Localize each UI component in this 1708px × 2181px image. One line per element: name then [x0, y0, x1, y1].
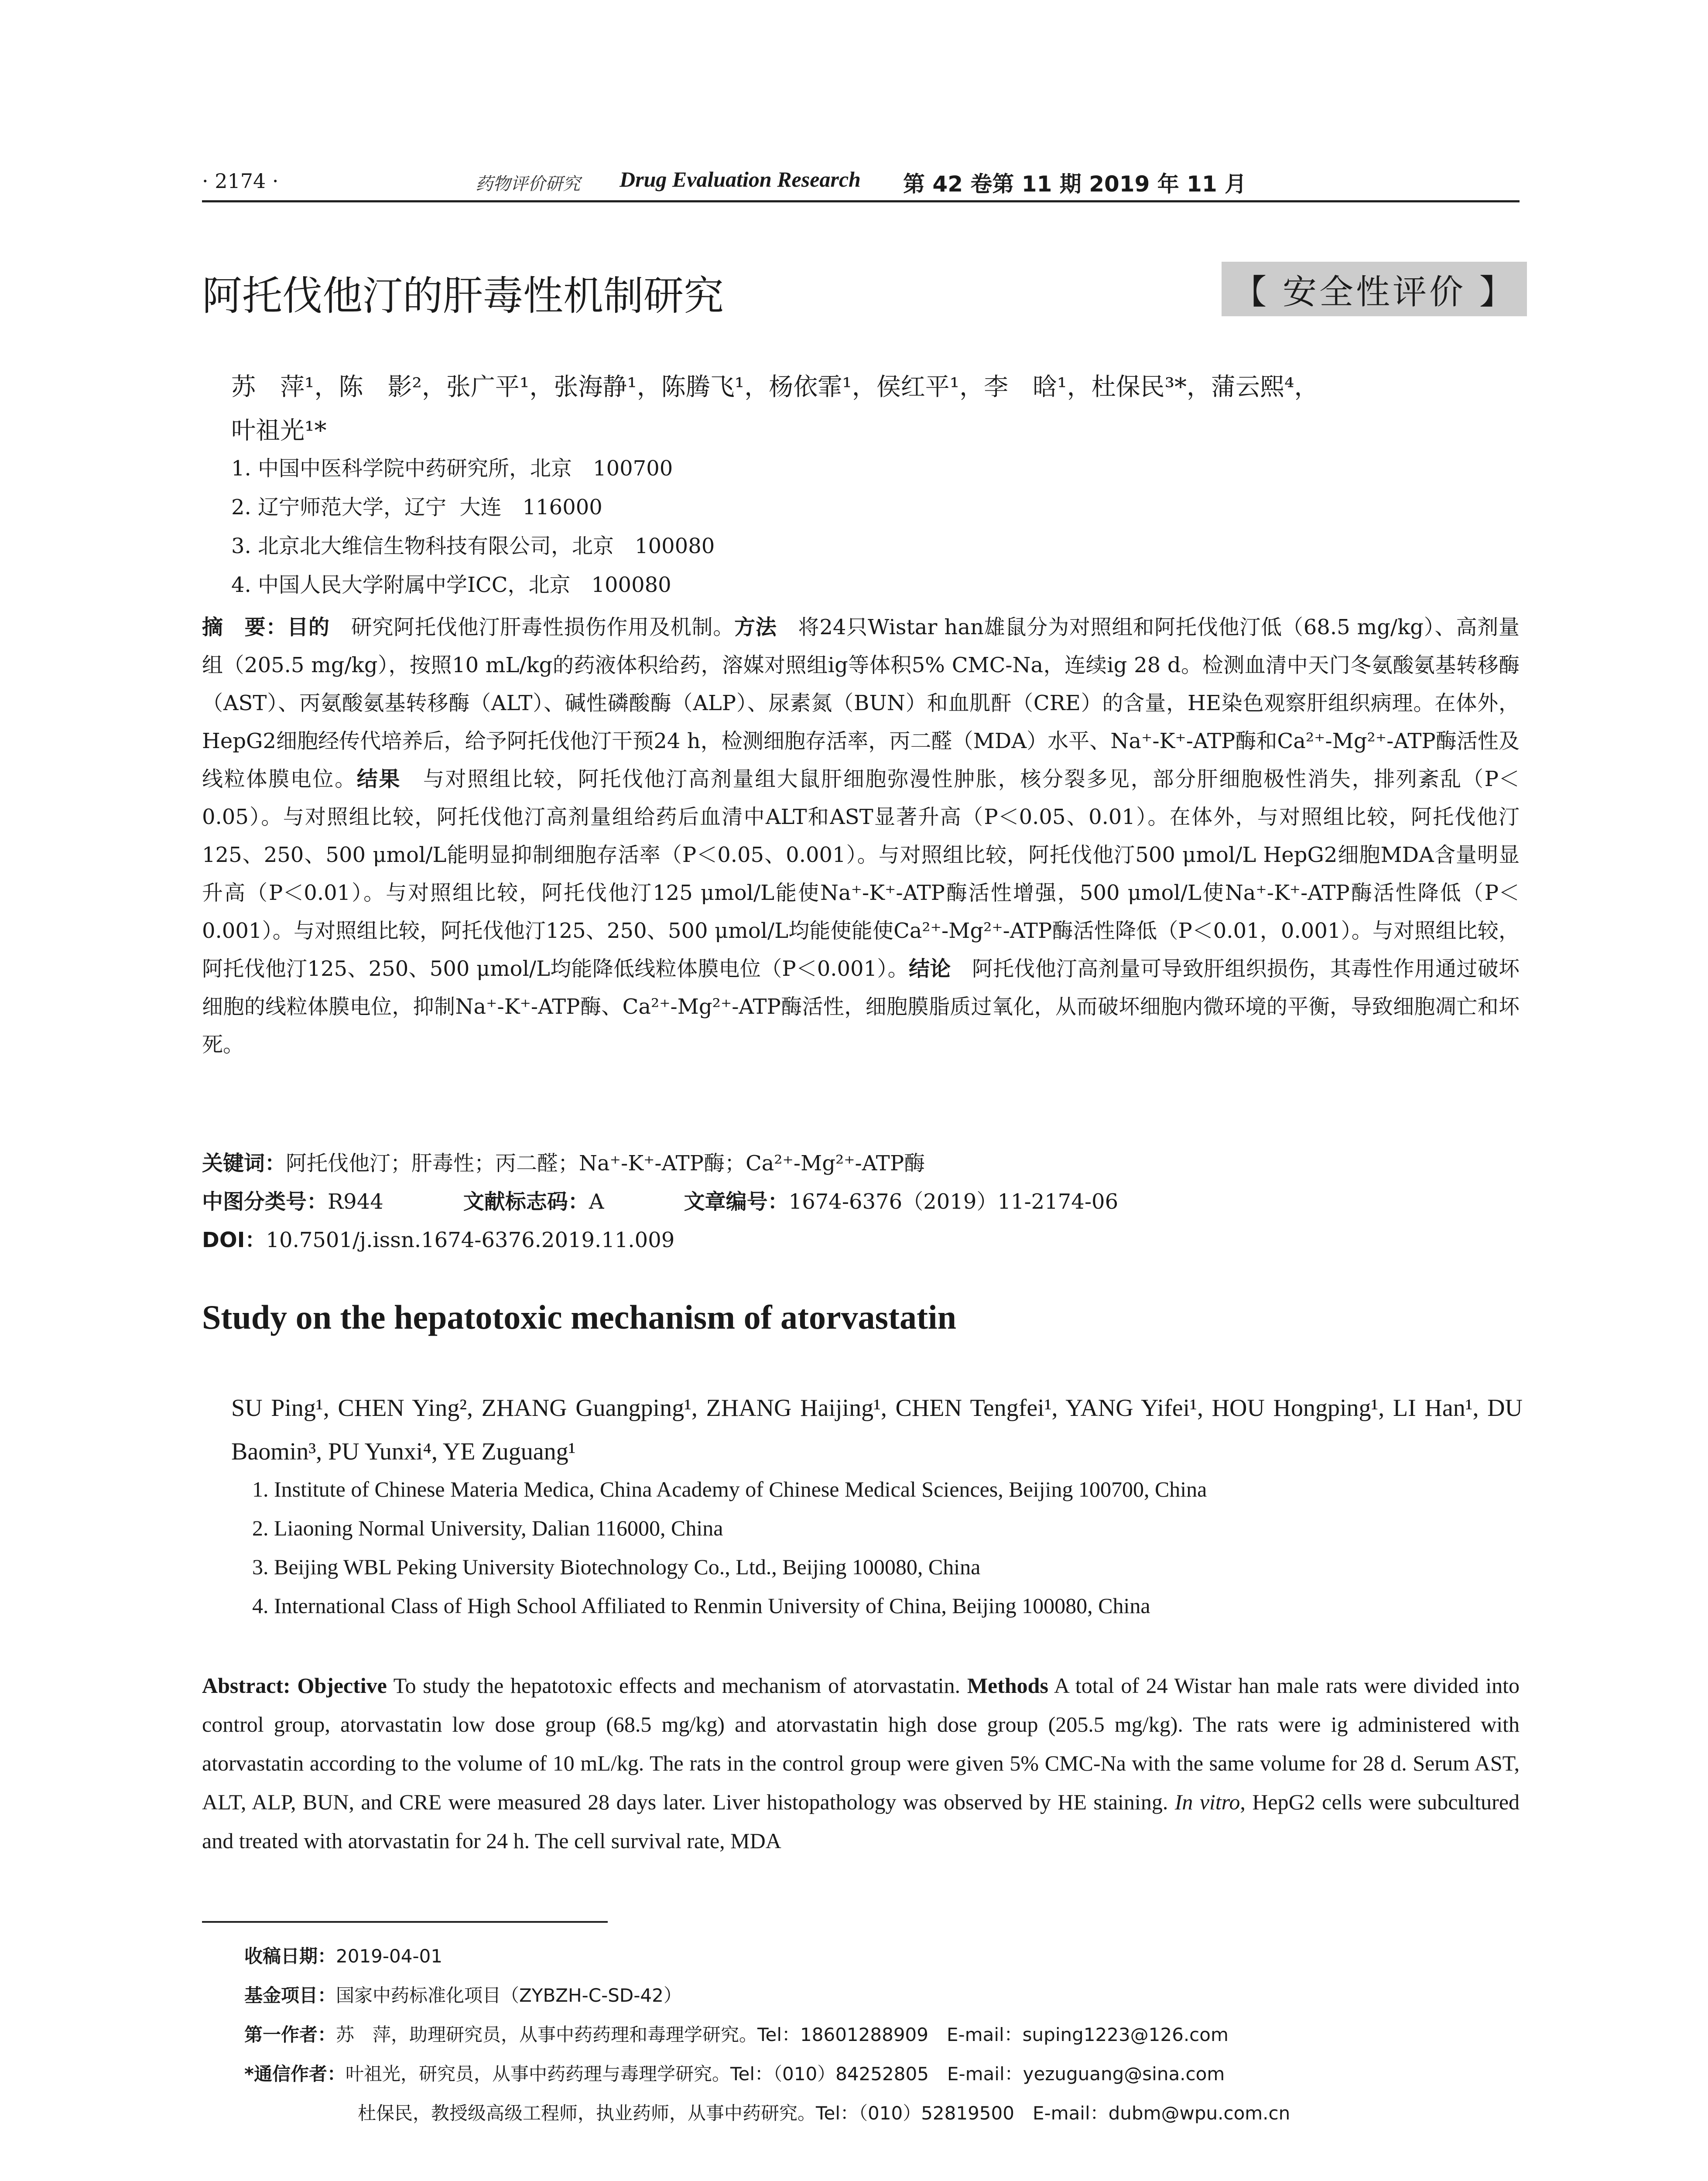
received-label: 收稿日期：: [244, 1945, 336, 1967]
footnote-first-author: [244, 2015, 1229, 2055]
affiliation-item: 1. 中国中医科学院中药研究所，北京 100700: [231, 456, 673, 481]
classification-line: [202, 1183, 1118, 1221]
article-title-cn: 阿托伐他汀的肝毒性机制研究: [202, 273, 724, 319]
article-no-label: 文章编号：: [684, 1190, 789, 1214]
results-label: 结果: [356, 767, 401, 791]
affiliation-item: 3. Beijing WBL Peking University Biotechnology Co., Ltd., Beijing 100080, China: [252, 1555, 981, 1579]
affiliations-en: [252, 1470, 1207, 1625]
objective-text: 研究阿托伐他汀肝毒性损伤作用及机制。: [351, 615, 735, 639]
affiliations-cn: [231, 449, 715, 605]
abstract-cn: [202, 608, 1520, 1064]
results-text: 与对照组比较，阿托伐他汀高剂量组大鼠肝细胞弥漫性肿胀，核分裂多见，部分肝细胞极性消失，排列紊乱（P＜0.05）。与对照组比较，阿托伐他汀高剂量组给药后血清中ALT和AST显著升高（P＜0.05、0.01）。在体外，与对照组比较，阿托伐他汀125、250、500 μmol/L能明显抑制细胞存活率（P＜0.05、0.001）。与对照组比较，阿托伐他汀500 μmol/L HepG2细胞MDA含量明显升高（P＜0.01）。与对照组比较，阿托伐他汀125 μmol/L能使Na⁺-K⁺-ATP酶活性增强，500 μmol/L使Na⁺-K⁺-ATP酶活性降低（P＜0.001）。与对照组比较，阿托伐他汀125、250、500 μmol/L均能使能使Ca²⁺-Mg²⁺-ATP酶活性降低（P＜0.01，0.001）。与对照组比较，阿托伐他汀125、250、500 μmol/L均能降低线粒体膜电位（P＜0.001）。: [202, 767, 1520, 981]
fund-label: 基金项目：: [244, 1985, 336, 2006]
conclusion-text: 阿托伐他汀高剂量可导致肝组织损伤，其毒性作用通过破坏细胞的线粒体膜电位，抑制Na⁺-K⁺-ATP酶、Ca²⁺-Mg²⁺-ATP酶活性，细胞膜脂质过氧化，从而破坏细胞内微环境的平衡，导致细胞凋亡和坏死。: [202, 957, 1520, 1057]
corresponding-label: *通信作者：: [244, 2063, 346, 2085]
abstract-label-en: Abstract:: [202, 1673, 291, 1698]
first-author-value: 苏 萍，助理研究员，从事中药药理和毒理学研究。Tel：18601288909 E-mail：suping1223@126.com: [336, 2024, 1229, 2045]
in-vitro-term: In vitro: [1174, 1790, 1240, 1814]
abstract-en: [202, 1666, 1520, 1860]
methods-label: 方法: [734, 615, 777, 639]
methods-text-en: A total of 24 Wistar han male rats were divided into control group, atorvastatin low dose group (68.5 mg/kg) and atorvastatin high dose group (205.5 mg/kg). The rats were ig administered with atorvastatin according to the volume of 10 mL/kg. The rats in the control group were given 5% CMC-Na with the same volume for 28 d. Serum AST, ALT, ALP, BUN, and CRE were measured 28 days later. Liver histopathology was observed by HE staining.: [202, 1673, 1520, 1814]
journal-title: Drug Evaluation Research: [620, 167, 861, 191]
methods-text: 将24只Wistar han雄鼠分为对照组和阿托伐他汀低（68.5 mg/kg）、高剂量组（205.5 mg/kg），按照10 mL/kg的药液体积给药，溶媒对照组ig等体积5% CMC-Na，连续ig 28 d。检测血清中天门冬氨酸氨基转移酶（AST）、丙氨酸氨基转移酶（ALT）、碱性磷酸酶（ALP）、尿素氮（BUN）和血肌酐（CRE）的含量，HE染色观察肝组织病理。在体外，HepG2细胞经传代培养后，给予阿托伐他汀干预24 h，检测细胞存活率，丙二醛（MDA）水平、Na⁺-K⁺-ATP酶和Ca²⁺-Mg²⁺-ATP酶活性及线粒体膜电位。: [202, 615, 1520, 791]
header-rule: [202, 200, 1520, 202]
keywords-cn: [202, 1145, 925, 1183]
author-list-en: SU Ping¹, CHEN Ying², ZHANG Guangping¹, ZHANG Haijing¹, CHEN Tengfei¹, YANG Yifei¹, HOU Hongping¹, LI Han¹, DU Baomin³, PU Yunxi⁴, YE Zuguang¹: [231, 1395, 1523, 1465]
affiliation-item: 2. 辽宁师范大学，辽宁 大连 116000: [231, 495, 602, 520]
footnote-fund: [244, 1976, 682, 2015]
conclusion-label: 结论: [908, 957, 951, 981]
footnote-corresponding: [244, 2055, 1225, 2094]
affiliation-item: 4. 中国人民大学附属中学ICC，北京 100080: [231, 573, 671, 597]
journal-logo: 药物评价研究: [476, 174, 580, 194]
abstract-label: 摘 要：: [202, 615, 288, 639]
author-line-1: 苏 萍¹，陈 影²，张广平¹，张海静¹，陈腾飞¹，杨依霏¹，侯红平¹，李 晗¹，杜保民³*，蒲云熙⁴，: [231, 373, 1319, 401]
section-tag: 【 安全性评价 】: [1222, 262, 1527, 316]
clc-value: R944: [328, 1190, 383, 1214]
methods-text-en-cont: , HepG2 cells were subcultured and treated with atorvastatin for 24 h. The cell survival rate, MDA: [202, 1790, 1520, 1853]
journal-volume-issue: 第 42 卷第 11 期 2019 年 11 月: [903, 171, 1247, 197]
objective-label-en: Objective: [297, 1673, 387, 1698]
fund-value: 国家中药标准化项目（ZYBZH-C-SD-42）: [336, 1985, 682, 2006]
doi-value: 10.7501/j.issn.1674-6376.2019.11.009: [266, 1228, 675, 1252]
article-title-en: Study on the hepatotoxic mechanism of atorvastatin: [202, 1298, 956, 1336]
objective-text-en: To study the hepatotoxic effects and mechanism of atorvastatin.: [393, 1673, 961, 1698]
keywords-label: 关键词：: [202, 1151, 286, 1176]
doc-code-value: A: [589, 1190, 604, 1214]
received-value: 2019-04-01: [336, 1945, 443, 1967]
methods-label-en: Methods: [967, 1673, 1048, 1698]
affiliation-item: 1. Institute of Chinese Materia Medica, China Academy of Chinese Medical Sciences, Beijing 100700, China: [252, 1477, 1207, 1501]
keywords-value: 阿托伐他汀；肝毒性；丙二醛；Na⁺-K⁺-ATP酶；Ca²⁺-Mg²⁺-ATP酶: [286, 1151, 925, 1176]
page-number: · 2174 ·: [202, 169, 279, 193]
doi-label: DOI：: [202, 1228, 266, 1252]
footnote-rule: [202, 1921, 608, 1923]
affiliation-item: 4. International Class of High School Affiliated to Renmin University of China, Beijing 100080, China: [252, 1593, 1150, 1618]
clc-label: 中图分类号：: [202, 1190, 328, 1214]
first-author-label: 第一作者：: [244, 2024, 336, 2045]
affiliation-item: 3. 北京北大维信生物科技有限公司，北京 100080: [231, 534, 715, 558]
article-no-value: 1674-6376（2019）11-2174-06: [788, 1190, 1119, 1214]
author-list-cn: [231, 366, 1523, 453]
footnote-received: [244, 1937, 442, 1976]
affiliation-item: 2. Liaoning Normal University, Dalian 116000, China: [252, 1516, 723, 1540]
footnote-corresponding-2: 杜保民，教授级高级工程师，执业药师，从事中药研究。Tel：（010）52819500 E-mail：dubm@wpu.com.cn: [358, 2102, 1290, 2124]
doc-code-label: 文献标志码：: [463, 1190, 589, 1214]
doi-line: [202, 1221, 674, 1259]
author-line-2: 叶祖光¹*: [231, 417, 327, 445]
objective-label: 目的: [287, 615, 330, 639]
corresponding-value-1: 叶祖光，研究员，从事中药药理与毒理学研究。Tel：（010）84252805 E-mail：yezuguang@sina.com: [345, 2063, 1225, 2085]
